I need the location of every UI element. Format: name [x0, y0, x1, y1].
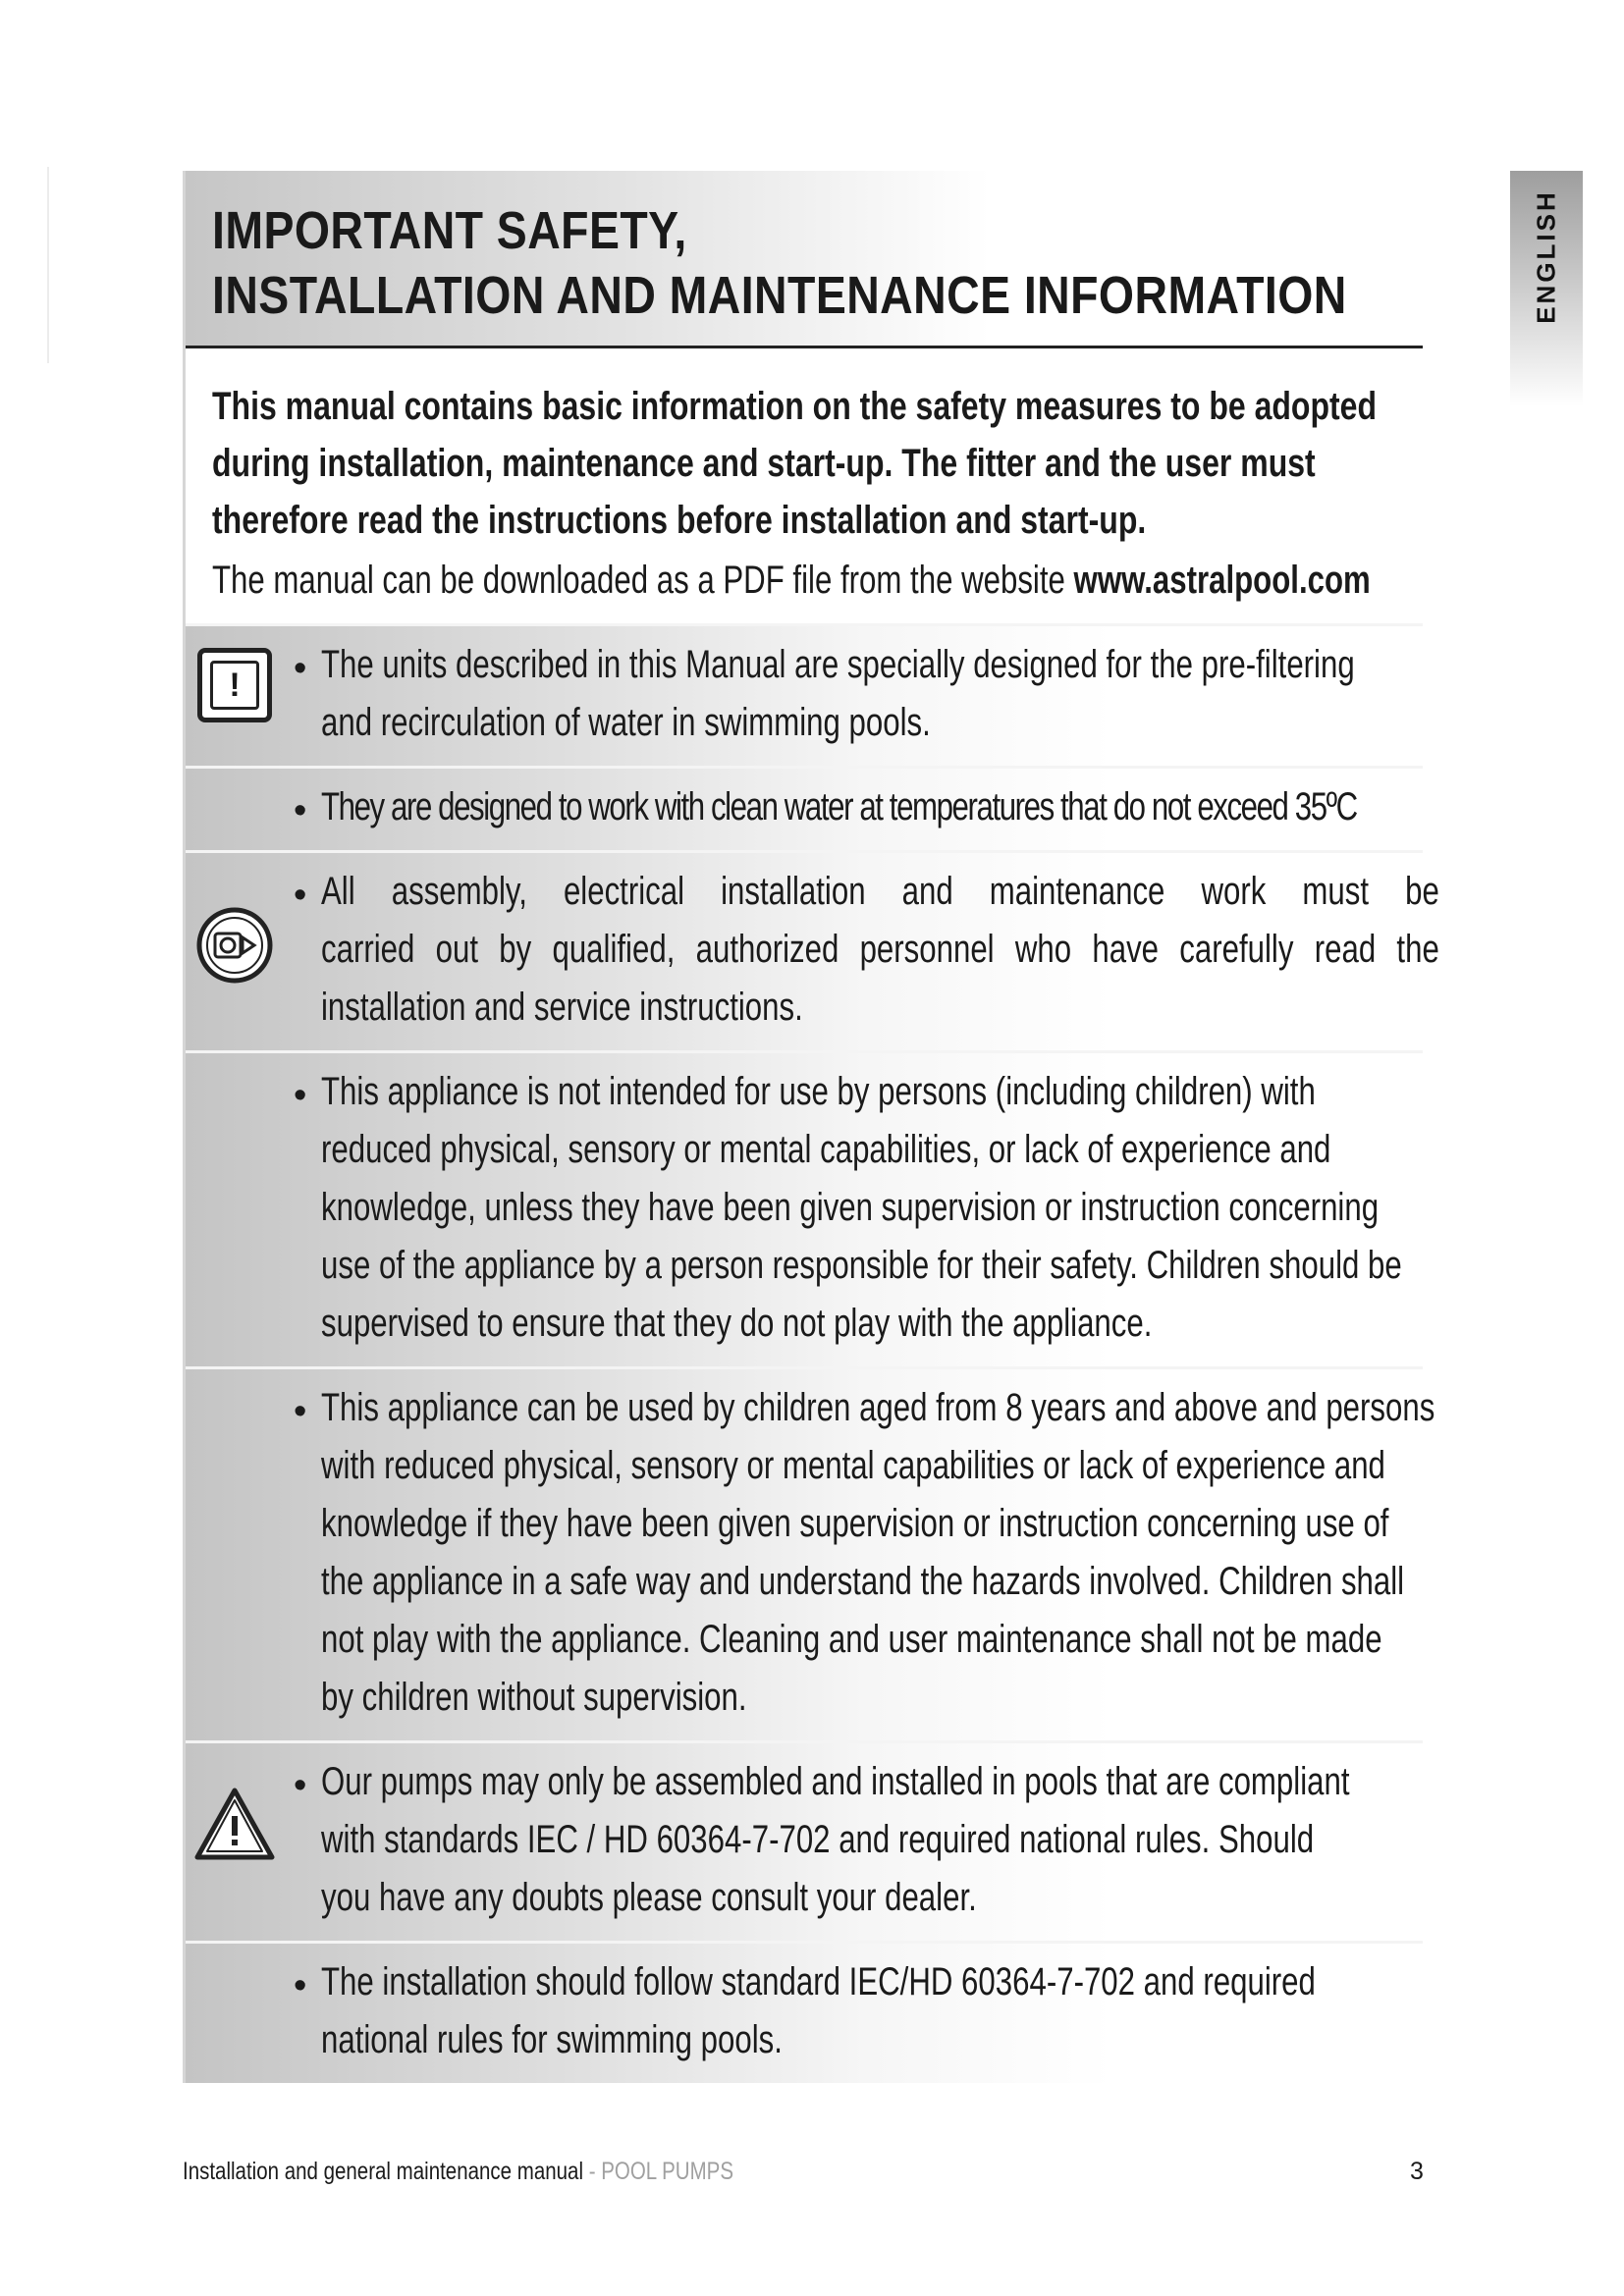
safety-item	[186, 623, 1423, 766]
safety-items	[186, 623, 1439, 2083]
icon-cell	[186, 1787, 284, 1861]
bullet: •	[294, 1765, 307, 1806]
bullet: •	[294, 1391, 307, 1432]
item-line: supervised to ensure that they do not play with the appliance.	[321, 1302, 1153, 1345]
item-line: They are designed to work with clean water at temperatures that do not exceed 35ºC	[321, 785, 1357, 828]
page-title-line-1: IMPORTANT SAFETY,	[212, 201, 687, 260]
intro-line: therefore read the instructions before installation and start-up.	[212, 499, 1147, 542]
safety-item	[186, 1050, 1423, 1366]
item-line: you have any doubts please consult your dealer.	[321, 1876, 977, 1919]
item-line: not play with the appliance. Cleaning and user maintenance shall not be made	[321, 1618, 1382, 1661]
item-line: with reduced physical, sensory or mental capabilities or lack of experience and	[321, 1444, 1385, 1487]
item-line: All assembly, electrical installation and maintenance work must be	[321, 870, 1439, 913]
footer-separator: -	[583, 2158, 602, 2185]
item-line: installation and service instructions.	[321, 986, 803, 1029]
intro-line: during installation, maintenance and start-up. The fitter and the user must	[212, 442, 1316, 485]
item-text	[294, 1379, 1446, 1727]
intro-line: This manual contains basic information on the safety measures to be adopted	[212, 385, 1378, 428]
item-line: The units described in this Manual are specially designed for the pre-filtering	[321, 643, 1355, 686]
title-block	[186, 171, 1423, 346]
safety-item	[186, 766, 1423, 850]
item-text	[294, 1753, 1446, 1927]
exclamation-box-icon: !	[197, 648, 272, 722]
icon-cell	[186, 904, 284, 987]
item-line: Our pumps may only be assembled and installed in pools that are compliant	[321, 1760, 1350, 1803]
bullet: •	[294, 648, 307, 689]
page-edge	[47, 167, 49, 363]
item-text	[294, 636, 1446, 752]
item-line: carried out by qualified, authorized personnel who have carefully read the	[321, 928, 1439, 971]
safety-item	[186, 1366, 1435, 1740]
bullet: •	[294, 1075, 307, 1116]
language-tab-label: ENGLISH	[1531, 189, 1561, 324]
item-line: This appliance is not intended for use by persons (including children) with	[321, 1070, 1316, 1113]
item-text	[294, 1063, 1446, 1353]
item-line: with standards IEC / HD 60364-7-702 and required national rules. Should	[321, 1818, 1315, 1861]
intro-section	[186, 348, 1423, 610]
page-footer	[183, 2158, 1197, 2186]
item-line: and recirculation of water in swimming pools.	[321, 701, 931, 744]
bullet: •	[294, 1965, 307, 2006]
item-line: national rules for swimming pools.	[321, 2018, 783, 2061]
main-content	[183, 171, 1439, 2083]
item-line: knowledge if they have been given supervision or instruction concerning use of	[321, 1502, 1389, 1545]
page-title-line-2: INSTALLATION AND MAINTENANCE INFORMATION	[212, 266, 1347, 325]
bullet: •	[294, 875, 307, 916]
download-note	[212, 551, 1371, 610]
item-text	[294, 778, 1446, 836]
safety-item	[186, 1941, 1423, 2083]
icon-cell	[186, 648, 284, 722]
item-line: use of the appliance by a person responsible for their safety. Children should be	[321, 1244, 1402, 1287]
safety-item	[186, 850, 1439, 1050]
footer-subtitle: POOL PUMPS	[601, 2158, 734, 2185]
item-text	[294, 1953, 1446, 2069]
item-line: This appliance can be used by children aged from 8 years and above and persons	[321, 1386, 1435, 1429]
download-text: The manual can be downloaded as a PDF file from the website	[212, 559, 1074, 602]
intro-bold-text	[212, 378, 1414, 549]
website-link[interactable]: www.astralpool.com	[1073, 559, 1371, 602]
bullet: •	[294, 790, 307, 831]
warning-triangle-icon	[193, 1787, 276, 1861]
item-line: the appliance in a safe way and understand the hazards involved. Children shall	[321, 1560, 1405, 1603]
manual-read-icon	[193, 904, 276, 987]
safety-item	[186, 1740, 1423, 1941]
item-line: The installation should follow standard IEC/HD 60364-7-702 and required	[321, 1960, 1316, 2003]
language-tab	[1510, 171, 1583, 406]
item-line: by children without supervision.	[321, 1676, 747, 1719]
item-line: reduced physical, sensory or mental capabilities, or lack of experience and	[321, 1128, 1331, 1171]
item-text	[294, 863, 1446, 1037]
page-number: 3	[1410, 2158, 1424, 2185]
item-line: knowledge, unless they have been given supervision or instruction concerning	[321, 1186, 1380, 1229]
footer-title: Installation and general maintenance manual	[183, 2158, 584, 2185]
